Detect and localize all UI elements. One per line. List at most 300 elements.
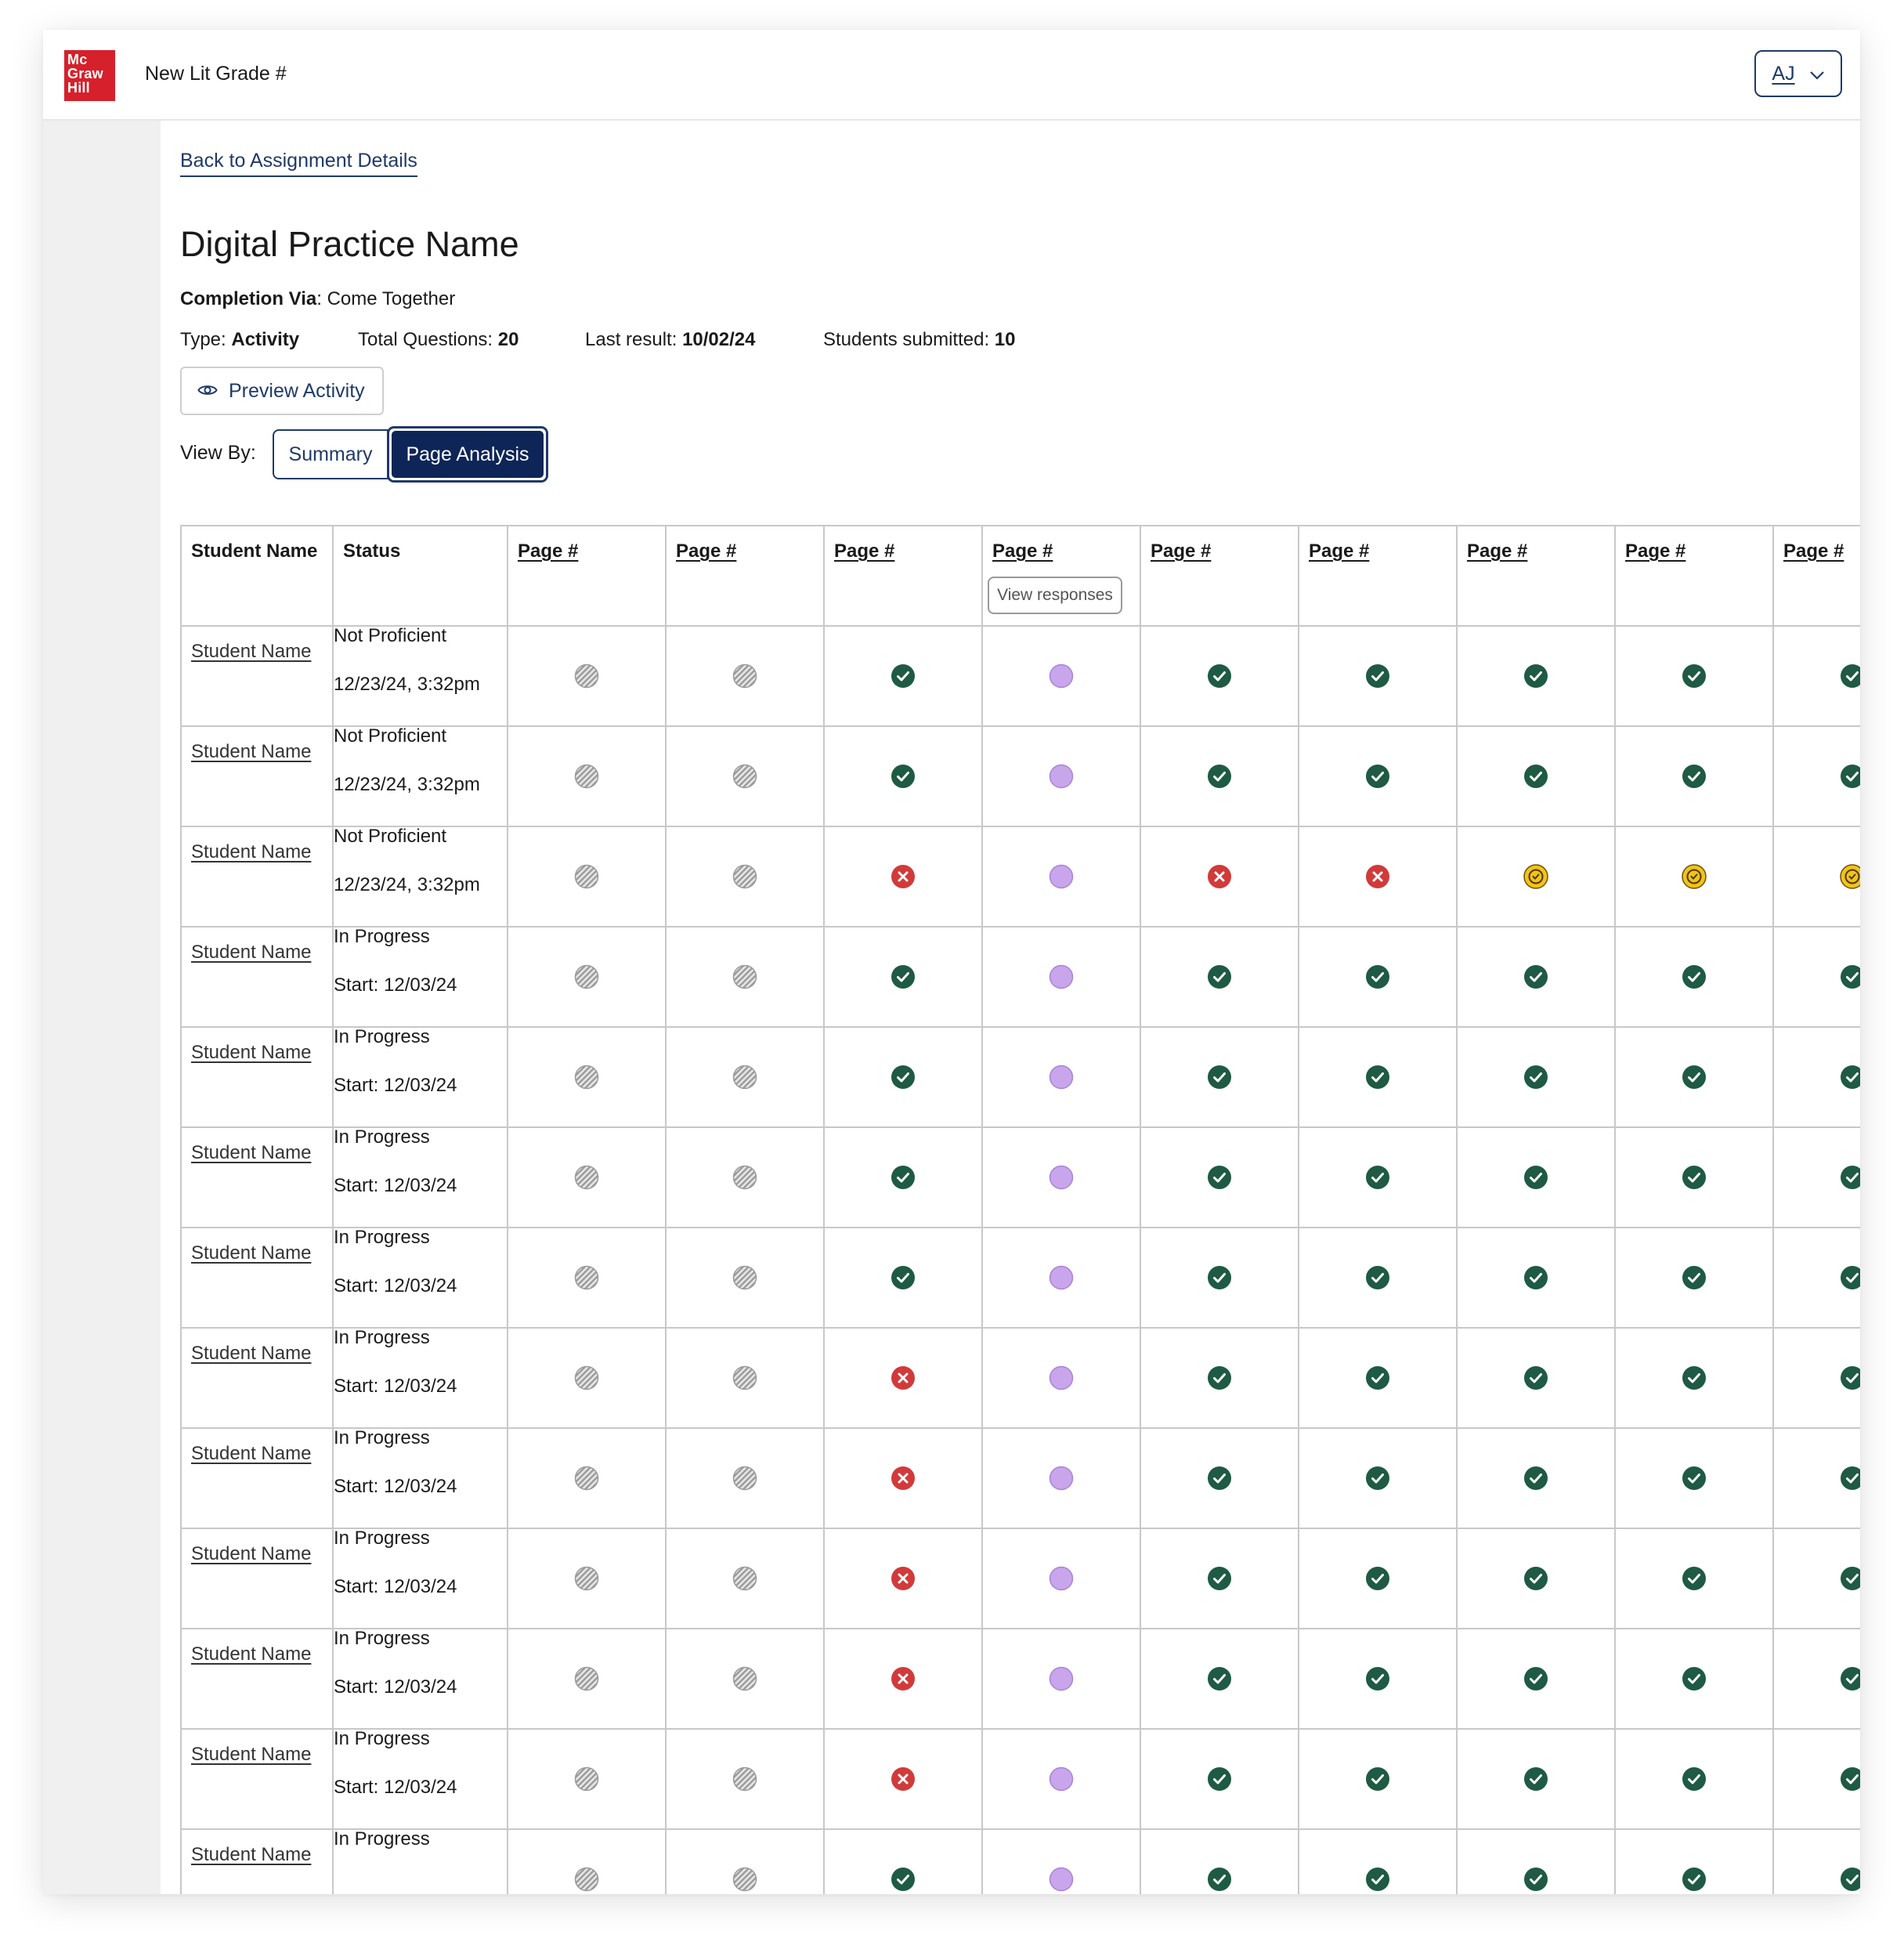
check-circle-icon	[1365, 1867, 1390, 1892]
x-circle-icon	[891, 1666, 916, 1691]
page-result-cell[interactable]	[1457, 726, 1615, 826]
page-result-cell[interactable]	[1773, 626, 1860, 726]
page-result-cell[interactable]	[508, 1228, 666, 1328]
check-circle-icon	[1523, 764, 1548, 789]
status-cell	[333, 626, 508, 726]
page-result-cell[interactable]	[508, 1629, 666, 1729]
column-header-page[interactable]	[982, 526, 1140, 626]
student-name-cell	[181, 826, 333, 927]
page-result-cell[interactable]	[666, 1829, 824, 1894]
check-circle-icon	[1840, 1065, 1860, 1090]
page-result-cell[interactable]	[508, 826, 666, 927]
page-result-cell[interactable]	[1773, 1027, 1860, 1127]
page-result-cell[interactable]	[1773, 1328, 1860, 1428]
not-attempted-icon	[574, 1766, 599, 1792]
student-name-link[interactable]: Student Name	[191, 1643, 312, 1665]
status-date: 12/23/24, 3:32pm	[334, 774, 480, 795]
column-header-label: Page #	[992, 541, 1053, 562]
page-result-cell[interactable]	[1773, 1228, 1860, 1328]
page-result-cell[interactable]	[1299, 1228, 1457, 1328]
completion-via: Completion Via: Come Together	[180, 288, 456, 309]
student-name-link[interactable]: Student Name	[191, 1242, 312, 1264]
page-result-cell[interactable]	[1140, 1729, 1299, 1829]
student-name-cell	[181, 726, 333, 826]
check-circle-icon	[891, 1867, 916, 1892]
check-circle-icon	[1207, 964, 1232, 989]
table-row	[181, 1228, 1860, 1328]
page-result-cell[interactable]	[508, 1528, 666, 1629]
column-header-page[interactable]	[824, 526, 982, 626]
column-header-label: Page #	[1625, 541, 1686, 562]
page-result-cell[interactable]	[982, 1829, 1140, 1894]
page-result-cell[interactable]	[824, 1629, 982, 1729]
student-name-link[interactable]: Student Name	[191, 1042, 312, 1063]
not-attempted-icon	[732, 964, 757, 989]
page-result-cell[interactable]	[1457, 1629, 1615, 1729]
page-result-cell[interactable]	[1615, 1428, 1773, 1528]
not-attempted-icon	[732, 1666, 757, 1691]
page-result-cell[interactable]	[508, 726, 666, 826]
page-result-cell[interactable]	[1615, 826, 1773, 927]
check-circle-icon	[1523, 964, 1548, 989]
in-progress-dot-icon	[1049, 764, 1074, 789]
page-result-cell[interactable]	[1140, 1027, 1299, 1127]
page-result-cell[interactable]	[824, 1228, 982, 1328]
not-attempted-icon	[732, 764, 757, 789]
student-name-cell	[181, 927, 333, 1027]
check-circle-icon	[1840, 1466, 1860, 1491]
page-result-cell[interactable]	[824, 1729, 982, 1829]
check-circle-icon	[1840, 664, 1860, 689]
page-result-cell[interactable]	[1140, 826, 1299, 927]
page-result-cell[interactable]	[1773, 1729, 1860, 1829]
status-text: In Progress	[334, 926, 430, 947]
page-result-cell[interactable]	[1773, 1829, 1860, 1894]
status-date: Start: 12/03/24	[334, 1376, 457, 1397]
page-result-cell[interactable]	[982, 1027, 1140, 1127]
not-attempted-icon	[732, 1065, 757, 1090]
student-name-link[interactable]: Student Name	[191, 841, 312, 862]
student-name-link[interactable]: Student Name	[191, 641, 312, 662]
page-result-cell[interactable]	[982, 1228, 1140, 1328]
in-progress-dot-icon	[1049, 1766, 1074, 1792]
page-result-cell[interactable]	[508, 927, 666, 1027]
student-name-link[interactable]: Student Name	[191, 741, 312, 762]
table-row	[181, 1528, 1860, 1629]
status-text: In Progress	[334, 1327, 430, 1348]
status-cell	[333, 1829, 508, 1894]
status-text: In Progress	[334, 1628, 430, 1649]
page-result-cell[interactable]	[1299, 927, 1457, 1027]
status-cell	[333, 1127, 508, 1228]
check-circle-icon	[1365, 964, 1390, 989]
page-result-cell[interactable]	[1615, 1127, 1773, 1228]
page-result-cell[interactable]	[1299, 1428, 1457, 1528]
page-result-cell[interactable]	[1615, 1528, 1773, 1629]
page-result-cell[interactable]	[1140, 1127, 1299, 1228]
x-circle-icon	[891, 1365, 916, 1390]
check-circle-icon	[1523, 1466, 1548, 1491]
column-header-page[interactable]	[666, 526, 824, 626]
status-text: In Progress	[334, 1026, 430, 1047]
page-result-cell[interactable]	[1140, 1428, 1299, 1528]
page-result-cell[interactable]	[1457, 1127, 1615, 1228]
status-text: In Progress	[334, 1427, 430, 1448]
page-result-cell[interactable]	[1615, 1829, 1773, 1894]
page-result-cell[interactable]	[824, 1027, 982, 1127]
page-result-cell[interactable]	[982, 1729, 1140, 1829]
view-page-analysis-toggle[interactable]	[387, 426, 548, 483]
student-name-cell	[181, 1228, 333, 1328]
page-result-cell[interactable]	[1299, 1328, 1457, 1428]
page-result-cell[interactable]	[824, 626, 982, 726]
student-name-link[interactable]: Student Name	[191, 1844, 312, 1865]
check-circle-icon	[1207, 664, 1232, 689]
check-circle-icon	[1365, 1766, 1390, 1792]
page-result-cell[interactable]	[1615, 726, 1773, 826]
view-summary-toggle[interactable]: Summary	[273, 429, 388, 479]
student-name-link[interactable]: Student Name	[191, 1744, 312, 1765]
page-result-cell[interactable]	[1299, 1127, 1457, 1228]
check-circle-icon	[1840, 764, 1860, 789]
page-result-cell[interactable]	[1773, 1528, 1860, 1629]
student-name-link[interactable]: Student Name	[191, 1343, 312, 1364]
page-result-cell[interactable]	[1457, 1428, 1615, 1528]
not-attempted-icon	[732, 1165, 757, 1190]
page-result-cell[interactable]	[982, 1428, 1140, 1528]
check-circle-icon	[1523, 1867, 1548, 1892]
status-cell	[333, 927, 508, 1027]
page-result-cell[interactable]	[824, 726, 982, 826]
meta-students-submitted: Students submitted: 10	[823, 329, 1016, 350]
column-header-label: Page #	[834, 541, 895, 562]
page-result-cell[interactable]	[1140, 1528, 1299, 1629]
page-result-cell[interactable]	[1773, 1629, 1860, 1729]
page-result-cell[interactable]	[1615, 1729, 1773, 1829]
left-sidebar	[43, 121, 161, 1894]
page-result-cell[interactable]	[1615, 1629, 1773, 1729]
check-circle-icon	[1523, 1666, 1548, 1691]
in-progress-dot-icon	[1049, 1666, 1074, 1691]
status-date: 12/23/24, 3:32pm	[334, 674, 480, 695]
column-header-page[interactable]	[508, 526, 666, 626]
check-circle-icon	[1365, 1165, 1390, 1190]
check-circle-icon	[1365, 1566, 1390, 1591]
check-circle-icon	[1682, 1666, 1707, 1691]
page-result-cell[interactable]	[1615, 1027, 1773, 1127]
status-cell	[333, 726, 508, 826]
brand-logo: Mc Graw Hill	[64, 50, 115, 101]
preview-activity-label: Preview Activity	[229, 379, 365, 402]
partial-check-icon	[1523, 864, 1548, 889]
page-result-cell[interactable]	[666, 626, 824, 726]
check-circle-icon	[1365, 1065, 1390, 1090]
page-result-cell[interactable]	[666, 1228, 824, 1328]
x-circle-icon	[891, 1566, 916, 1591]
check-circle-icon	[891, 1165, 916, 1190]
in-progress-dot-icon	[1049, 664, 1074, 689]
x-circle-icon	[891, 1466, 916, 1491]
page-result-cell[interactable]	[1299, 1729, 1457, 1829]
status-date: Start: 12/03/24	[334, 974, 457, 996]
page-result-cell[interactable]	[1615, 927, 1773, 1027]
column-header-page[interactable]	[1773, 526, 1860, 626]
check-circle-icon	[1365, 1265, 1390, 1290]
status-cell	[333, 1528, 508, 1629]
not-attempted-icon	[732, 1466, 757, 1491]
check-circle-icon	[1207, 1065, 1232, 1090]
not-attempted-icon	[732, 1566, 757, 1591]
table-row	[181, 1729, 1860, 1829]
not-attempted-icon	[574, 1666, 599, 1691]
column-header-label: Page #	[1309, 541, 1370, 562]
in-progress-dot-icon	[1049, 864, 1074, 889]
page-result-cell[interactable]	[666, 1729, 824, 1829]
page-result-cell[interactable]	[1773, 726, 1860, 826]
page-result-cell[interactable]	[1140, 1829, 1299, 1894]
page-result-cell[interactable]	[666, 1528, 824, 1629]
page-result-cell[interactable]	[1457, 1328, 1615, 1428]
student-name-cell	[181, 626, 333, 726]
status-cell	[333, 1729, 508, 1829]
table-row	[181, 726, 1860, 826]
page-result-cell[interactable]	[1457, 1829, 1615, 1894]
page-result-cell[interactable]	[1615, 626, 1773, 726]
not-attempted-icon	[732, 864, 757, 889]
check-circle-icon	[1682, 664, 1707, 689]
page-result-cell[interactable]	[666, 1328, 824, 1428]
column-header-page[interactable]	[1140, 526, 1299, 626]
page-result-cell[interactable]	[1773, 826, 1860, 927]
page-result-cell[interactable]	[824, 1428, 982, 1528]
page-result-cell[interactable]	[508, 626, 666, 726]
check-circle-icon	[1207, 1365, 1232, 1390]
page-result-cell[interactable]	[824, 927, 982, 1027]
page-result-cell[interactable]	[666, 1027, 824, 1127]
page-result-cell[interactable]	[666, 927, 824, 1027]
status-date: Start: 12/03/24	[334, 1576, 457, 1597]
student-name-cell	[181, 1127, 333, 1228]
page-result-cell[interactable]	[1457, 1228, 1615, 1328]
check-circle-icon	[1682, 1867, 1707, 1892]
page-result-cell[interactable]	[1457, 1729, 1615, 1829]
page-result-cell[interactable]	[1140, 1328, 1299, 1428]
status-text: In Progress	[334, 1528, 430, 1549]
view-responses-button[interactable]: View responses	[988, 577, 1122, 614]
not-attempted-icon	[574, 1265, 599, 1290]
page-result-cell[interactable]	[982, 1629, 1140, 1729]
page-result-cell[interactable]	[1457, 626, 1615, 726]
back-to-assignment-link[interactable]: Back to Assignment Details	[180, 150, 417, 177]
not-attempted-icon	[574, 1065, 599, 1090]
meta-type: Type: Activity	[180, 329, 300, 350]
table-row	[181, 1829, 1860, 1894]
page-result-cell[interactable]	[824, 1127, 982, 1228]
student-name-cell	[181, 1428, 333, 1528]
check-circle-icon	[1840, 1566, 1860, 1591]
page-result-cell[interactable]	[1457, 1528, 1615, 1629]
status-date: Start: 12/03/24	[334, 1476, 457, 1497]
page-result-cell[interactable]	[1140, 1228, 1299, 1328]
in-progress-dot-icon	[1049, 1365, 1074, 1390]
page-title: Digital Practice Name	[180, 224, 519, 264]
page-result-cell[interactable]	[1140, 1629, 1299, 1729]
page-result-cell[interactable]	[982, 927, 1140, 1027]
status-date: 12/23/24, 3:32pm	[334, 874, 480, 895]
page-result-cell[interactable]	[508, 1328, 666, 1428]
page-result-cell[interactable]	[666, 726, 824, 826]
check-circle-icon	[1682, 764, 1707, 789]
table-row	[181, 1127, 1860, 1228]
status-text: Not Proficient	[334, 826, 447, 847]
check-circle-icon	[891, 964, 916, 989]
user-menu-button[interactable]	[1754, 50, 1842, 97]
page-result-cell[interactable]	[1299, 626, 1457, 726]
not-attempted-icon	[574, 764, 599, 789]
table-row	[181, 1428, 1860, 1528]
user-initials: AJ	[1772, 62, 1795, 85]
page-result-cell[interactable]	[508, 1127, 666, 1228]
page-result-cell[interactable]	[1457, 826, 1615, 927]
table-header-row	[181, 526, 1860, 626]
column-header-student-name	[181, 526, 333, 626]
check-circle-icon	[1682, 1165, 1707, 1190]
check-circle-icon	[1523, 1766, 1548, 1792]
page-result-cell[interactable]	[824, 1328, 982, 1428]
page-result-cell[interactable]	[982, 626, 1140, 726]
status-date: Start: 12/03/24	[334, 1175, 457, 1196]
student-name-cell	[181, 1528, 333, 1629]
not-attempted-icon	[574, 1365, 599, 1390]
not-attempted-icon	[732, 1265, 757, 1290]
check-circle-icon	[1207, 764, 1232, 789]
column-header-page[interactable]	[1615, 526, 1773, 626]
not-attempted-icon	[732, 664, 757, 689]
not-attempted-icon	[732, 1365, 757, 1390]
page-result-cell[interactable]	[824, 1829, 982, 1894]
column-header-page[interactable]	[1299, 526, 1457, 626]
page-result-cell[interactable]	[1299, 1829, 1457, 1894]
page-result-cell[interactable]	[1457, 1027, 1615, 1127]
check-circle-icon	[1682, 1265, 1707, 1290]
table-row	[181, 1629, 1860, 1729]
check-circle-icon	[1523, 1065, 1548, 1090]
page-result-cell[interactable]	[666, 1127, 824, 1228]
status-text: In Progress	[334, 1126, 430, 1148]
page-result-cell[interactable]	[824, 1528, 982, 1629]
student-name-cell	[181, 1328, 333, 1428]
partial-check-icon	[1682, 864, 1707, 889]
page-result-cell[interactable]	[982, 726, 1140, 826]
not-attempted-icon	[574, 1566, 599, 1591]
column-header-label: Page #	[1467, 541, 1528, 562]
in-progress-dot-icon	[1049, 964, 1074, 989]
student-name-link[interactable]: Student Name	[191, 942, 312, 963]
in-progress-dot-icon	[1049, 1867, 1074, 1892]
page-result-cell[interactable]	[824, 826, 982, 927]
page-result-cell[interactable]	[1773, 1127, 1860, 1228]
not-attempted-icon	[732, 1867, 757, 1892]
page-result-cell[interactable]	[508, 1829, 666, 1894]
page-result-cell[interactable]	[1140, 927, 1299, 1027]
check-circle-icon	[1682, 1466, 1707, 1491]
student-name-link[interactable]: Student Name	[191, 1443, 312, 1464]
check-circle-icon	[1840, 1867, 1860, 1892]
check-circle-icon	[1682, 1065, 1707, 1090]
status-text: In Progress	[334, 1227, 430, 1248]
student-name-cell	[181, 1829, 333, 1894]
table-row	[181, 927, 1860, 1027]
view-by-label: View By:	[180, 442, 256, 464]
column-header-label: Page #	[1783, 541, 1844, 562]
page-result-cell[interactable]	[508, 1428, 666, 1528]
page-result-cell[interactable]	[1140, 726, 1299, 826]
check-circle-icon	[1365, 1666, 1390, 1691]
preview-activity-button[interactable]	[180, 367, 384, 415]
status-cell	[333, 1428, 508, 1528]
status-text: Not Proficient	[334, 725, 447, 747]
check-circle-icon	[1840, 1265, 1860, 1290]
not-attempted-icon	[574, 1867, 599, 1892]
app-window	[43, 30, 1860, 1894]
page-result-cell[interactable]	[1140, 626, 1299, 726]
partial-check-icon	[1840, 864, 1860, 889]
page-result-cell[interactable]	[666, 1629, 824, 1729]
page-result-cell[interactable]	[1299, 1629, 1457, 1729]
table-row	[181, 1328, 1860, 1428]
column-header-status	[333, 526, 508, 626]
page-result-cell[interactable]	[1299, 1528, 1457, 1629]
page-result-cell[interactable]	[1299, 826, 1457, 927]
student-name-link[interactable]: Student Name	[191, 1142, 312, 1163]
page-result-cell[interactable]	[1457, 927, 1615, 1027]
student-name-cell	[181, 1629, 333, 1729]
check-circle-icon	[1365, 664, 1390, 689]
x-circle-icon	[891, 1766, 916, 1792]
check-circle-icon	[1365, 764, 1390, 789]
page-result-cell[interactable]	[1299, 726, 1457, 826]
x-circle-icon	[891, 864, 916, 889]
not-attempted-icon	[732, 1766, 757, 1792]
page-result-cell[interactable]	[982, 826, 1140, 927]
check-circle-icon	[1682, 1365, 1707, 1390]
x-circle-icon	[1365, 864, 1390, 889]
student-name-link[interactable]: Student Name	[191, 1543, 312, 1564]
page-result-cell[interactable]	[1615, 1228, 1773, 1328]
page-result-cell[interactable]	[982, 1127, 1140, 1228]
check-circle-icon	[1840, 1365, 1860, 1390]
page-result-cell[interactable]	[1773, 1428, 1860, 1528]
view-page-analysis-label: Page Analysis	[392, 431, 544, 478]
check-circle-icon	[1523, 1265, 1548, 1290]
not-attempted-icon	[574, 1165, 599, 1190]
page-result-cell[interactable]	[666, 826, 824, 927]
page-result-cell[interactable]	[666, 1428, 824, 1528]
page-result-cell[interactable]	[508, 1729, 666, 1829]
page-result-cell[interactable]	[982, 1328, 1140, 1428]
check-circle-icon	[1207, 1265, 1232, 1290]
status-text: In Progress	[334, 1728, 430, 1749]
eye-icon	[197, 380, 218, 403]
page-result-cell[interactable]	[508, 1027, 666, 1127]
in-progress-dot-icon	[1049, 1065, 1074, 1090]
page-result-cell[interactable]	[1615, 1328, 1773, 1428]
column-header-page[interactable]	[1457, 526, 1615, 626]
page-result-cell[interactable]	[1299, 1027, 1457, 1127]
column-header-label: Status	[343, 541, 401, 562]
page-result-cell[interactable]	[982, 1528, 1140, 1629]
page-result-cell[interactable]	[1773, 927, 1860, 1027]
